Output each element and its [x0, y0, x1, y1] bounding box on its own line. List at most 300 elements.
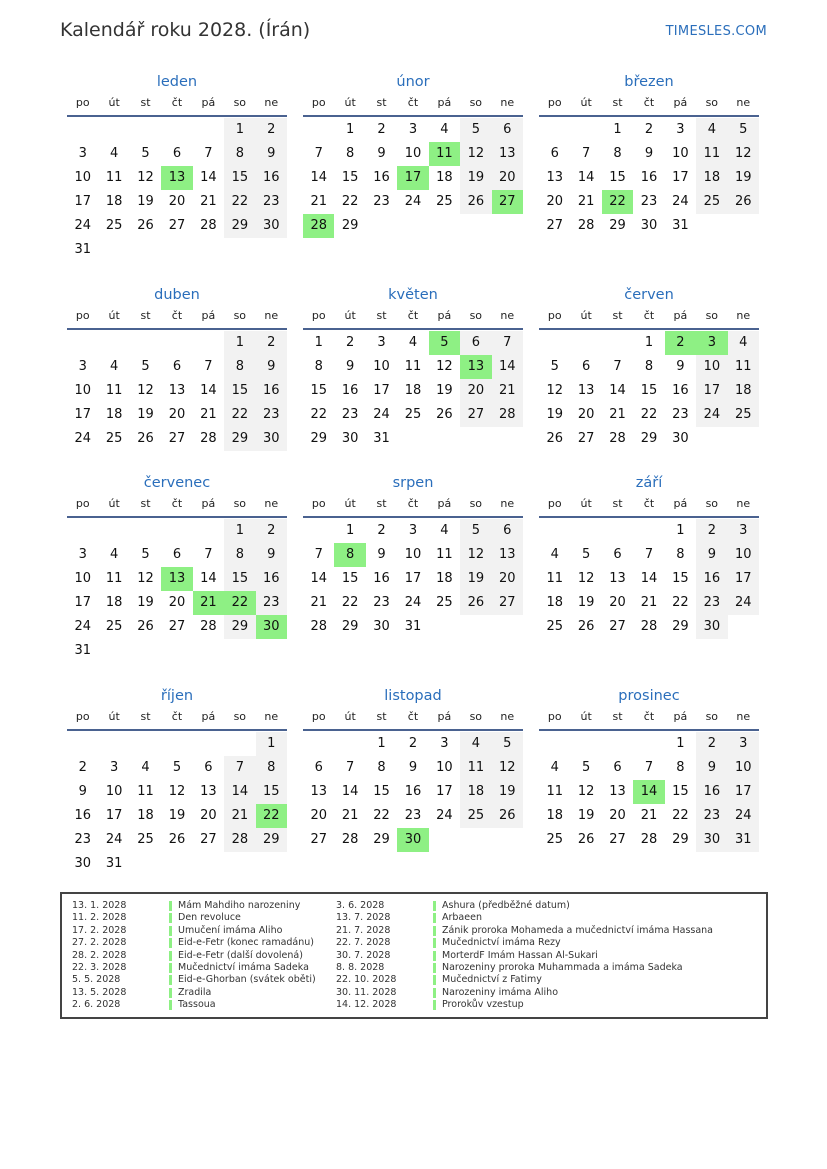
day-cell[interactable]: 18	[105, 194, 123, 209]
day-cell[interactable]: 21	[609, 407, 626, 422]
day-cell[interactable]: 24	[74, 619, 91, 634]
day-cell[interactable]: 30	[640, 218, 658, 233]
day-cell[interactable]: 14	[310, 571, 327, 586]
day-cell[interactable]: 6	[613, 547, 622, 562]
day-cell[interactable]: 15	[224, 567, 255, 591]
day-cell[interactable]: 20	[168, 407, 186, 422]
day-cell[interactable]: 19	[577, 595, 595, 610]
day-cell[interactable]: 22	[310, 407, 327, 422]
day-cell[interactable]: 23	[341, 407, 359, 422]
day-cell[interactable]: 10	[74, 170, 91, 185]
day-cell[interactable]: 9	[345, 359, 355, 374]
holiday-day-cell[interactable]: 21	[193, 591, 224, 615]
holiday-day-cell[interactable]: 17	[397, 166, 428, 190]
day-cell[interactable]: 20	[460, 379, 491, 403]
day-cell[interactable]: 27	[609, 619, 626, 634]
day-cell[interactable]: 19	[492, 780, 523, 804]
day-cell[interactable]: 12	[168, 784, 186, 799]
day-cell[interactable]: 20	[200, 808, 217, 823]
day-cell[interactable]: 23	[256, 403, 287, 427]
day-cell[interactable]: 7	[204, 547, 213, 562]
day-cell[interactable]: 12	[137, 383, 154, 398]
day-cell[interactable]: 23	[256, 190, 287, 214]
day-cell[interactable]: 17	[672, 170, 689, 185]
day-cell[interactable]: 29	[224, 615, 255, 639]
day-cell[interactable]: 29	[341, 619, 359, 634]
day-cell[interactable]: 15	[373, 784, 390, 799]
day-cell[interactable]: 24	[436, 808, 453, 823]
day-cell[interactable]: 24	[672, 194, 689, 209]
day-cell[interactable]: 7	[492, 331, 523, 355]
day-cell[interactable]: 5	[172, 760, 182, 775]
holiday-day-cell[interactable]: 13	[161, 567, 192, 591]
day-cell[interactable]: 3	[408, 523, 418, 538]
day-cell[interactable]: 3	[78, 359, 87, 374]
day-cell[interactable]: 7	[581, 146, 591, 161]
day-cell[interactable]: 6	[460, 331, 491, 355]
day-cell[interactable]: 26	[460, 190, 491, 214]
day-cell[interactable]: 5	[550, 359, 559, 374]
day-cell[interactable]: 23	[74, 832, 91, 847]
day-cell[interactable]: 25	[436, 194, 453, 209]
day-cell[interactable]: 6	[613, 760, 622, 775]
day-cell[interactable]: 1	[345, 523, 355, 538]
day-cell[interactable]: 13	[546, 170, 563, 185]
day-cell[interactable]: 3	[440, 736, 449, 751]
day-cell[interactable]: 17	[373, 383, 390, 398]
day-cell[interactable]: 8	[676, 760, 685, 775]
day-cell[interactable]: 24	[105, 832, 123, 847]
day-cell[interactable]: 24	[696, 403, 727, 427]
holiday-day-cell[interactable]: 11	[429, 142, 460, 166]
day-cell[interactable]: 25	[105, 619, 123, 634]
day-cell[interactable]: 22	[341, 595, 359, 610]
day-cell[interactable]: 24	[373, 407, 390, 422]
day-cell[interactable]: 18	[696, 166, 727, 190]
day-cell[interactable]: 17	[74, 595, 91, 610]
day-cell[interactable]: 7	[644, 760, 654, 775]
day-cell[interactable]: 12	[137, 571, 154, 586]
day-cell[interactable]: 31	[105, 856, 123, 871]
day-cell[interactable]: 5	[728, 118, 759, 142]
holiday-day-cell[interactable]: 5	[429, 331, 460, 355]
day-cell[interactable]: 22	[224, 403, 255, 427]
day-cell[interactable]: 18	[436, 170, 453, 185]
day-cell[interactable]: 24	[728, 591, 759, 615]
day-cell[interactable]: 2	[345, 335, 355, 350]
day-cell[interactable]: 20	[492, 166, 523, 190]
day-cell[interactable]: 1	[224, 118, 255, 142]
day-cell[interactable]: 11	[404, 359, 422, 374]
day-cell[interactable]: 10	[74, 383, 91, 398]
day-cell[interactable]: 1	[224, 519, 255, 543]
day-cell[interactable]: 27	[609, 832, 626, 847]
day-cell[interactable]: 14	[200, 383, 217, 398]
day-cell[interactable]: 27	[168, 619, 186, 634]
day-cell[interactable]: 17	[728, 780, 759, 804]
day-cell[interactable]: 31	[728, 828, 759, 852]
day-cell[interactable]: 30	[256, 427, 287, 451]
holiday-day-cell[interactable]: 13	[460, 355, 491, 379]
day-cell[interactable]: 2	[408, 736, 418, 751]
day-cell[interactable]: 4	[440, 523, 449, 538]
day-cell[interactable]: 23	[696, 591, 727, 615]
day-cell[interactable]: 28	[200, 218, 217, 233]
day-cell[interactable]: 18	[546, 808, 563, 823]
day-cell[interactable]: 31	[373, 431, 390, 446]
day-cell[interactable]: 2	[696, 519, 727, 543]
day-cell[interactable]: 15	[341, 571, 359, 586]
day-cell[interactable]: 16	[256, 567, 287, 591]
day-cell[interactable]: 5	[581, 760, 591, 775]
day-cell[interactable]: 22	[640, 407, 658, 422]
day-cell[interactable]: 7	[224, 756, 255, 780]
day-cell[interactable]: 19	[168, 808, 186, 823]
day-cell[interactable]: 16	[256, 166, 287, 190]
day-cell[interactable]: 8	[377, 760, 386, 775]
day-cell[interactable]: 1	[345, 122, 355, 137]
day-cell[interactable]: 28	[341, 832, 359, 847]
day-cell[interactable]: 23	[373, 194, 390, 209]
day-cell[interactable]: 6	[581, 359, 591, 374]
day-cell[interactable]: 28	[310, 619, 327, 634]
day-cell[interactable]: 7	[644, 547, 654, 562]
day-cell[interactable]: 20	[609, 808, 626, 823]
day-cell[interactable]: 31	[404, 619, 422, 634]
day-cell[interactable]: 6	[492, 118, 523, 142]
day-cell[interactable]: 17	[436, 784, 453, 799]
day-cell[interactable]: 25	[546, 832, 563, 847]
day-cell[interactable]: 14	[224, 780, 255, 804]
day-cell[interactable]: 20	[310, 808, 327, 823]
day-cell[interactable]: 23	[373, 595, 390, 610]
day-cell[interactable]: 22	[672, 808, 689, 823]
day-cell[interactable]: 18	[460, 780, 491, 804]
day-cell[interactable]: 2	[377, 523, 386, 538]
day-cell[interactable]: 2	[256, 118, 287, 142]
day-cell[interactable]: 13	[577, 383, 595, 398]
day-cell[interactable]: 21	[640, 808, 658, 823]
day-cell[interactable]: 10	[436, 760, 453, 775]
day-cell[interactable]: 24	[74, 431, 91, 446]
day-cell[interactable]: 8	[644, 359, 654, 374]
day-cell[interactable]: 28	[609, 431, 626, 446]
holiday-day-cell[interactable]: 8	[334, 543, 365, 567]
day-cell[interactable]: 1	[676, 523, 685, 538]
day-cell[interactable]: 14	[341, 784, 359, 799]
day-cell[interactable]: 19	[137, 595, 154, 610]
day-cell[interactable]: 3	[109, 760, 119, 775]
brand-link[interactable]: TIMESLES.COM	[665, 24, 767, 39]
day-cell[interactable]: 16	[404, 784, 422, 799]
day-cell[interactable]: 26	[137, 218, 154, 233]
holiday-day-cell[interactable]: 3	[696, 331, 727, 355]
day-cell[interactable]: 19	[728, 166, 759, 190]
day-cell[interactable]: 18	[436, 571, 453, 586]
day-cell[interactable]: 8	[314, 359, 323, 374]
day-cell[interactable]: 16	[373, 571, 390, 586]
day-cell[interactable]: 25	[105, 431, 123, 446]
day-cell[interactable]: 23	[696, 804, 727, 828]
day-cell[interactable]: 22	[672, 595, 689, 610]
day-cell[interactable]: 10	[404, 547, 422, 562]
day-cell[interactable]: 14	[200, 571, 217, 586]
day-cell[interactable]: 27	[168, 218, 186, 233]
day-cell[interactable]: 26	[728, 190, 759, 214]
day-cell[interactable]: 15	[640, 383, 658, 398]
day-cell[interactable]: 10	[728, 543, 759, 567]
day-cell[interactable]: 10	[105, 784, 123, 799]
day-cell[interactable]: 14	[200, 170, 217, 185]
day-cell[interactable]: 31	[74, 643, 91, 658]
day-cell[interactable]: 6	[550, 146, 559, 161]
day-cell[interactable]: 21	[200, 194, 217, 209]
day-cell[interactable]: 1	[224, 331, 255, 355]
day-cell[interactable]: 4	[440, 122, 449, 137]
day-cell[interactable]: 9	[377, 146, 386, 161]
day-cell[interactable]: 19	[436, 383, 453, 398]
day-cell[interactable]: 23	[640, 194, 658, 209]
day-cell[interactable]: 15	[672, 784, 689, 799]
day-cell[interactable]: 26	[577, 619, 595, 634]
day-cell[interactable]: 25	[696, 190, 727, 214]
day-cell[interactable]: 3	[377, 335, 386, 350]
day-cell[interactable]: 29	[672, 832, 689, 847]
day-cell[interactable]: 16	[672, 383, 689, 398]
day-cell[interactable]: 13	[609, 784, 626, 799]
day-cell[interactable]: 13	[609, 571, 626, 586]
holiday-day-cell[interactable]: 14	[633, 780, 664, 804]
day-cell[interactable]: 7	[345, 760, 355, 775]
day-cell[interactable]: 6	[492, 519, 523, 543]
day-cell[interactable]: 10	[672, 146, 689, 161]
day-cell[interactable]: 12	[546, 383, 563, 398]
day-cell[interactable]: 1	[644, 335, 654, 350]
day-cell[interactable]: 4	[141, 760, 150, 775]
holiday-day-cell[interactable]: 30	[397, 828, 428, 852]
day-cell[interactable]: 27	[460, 403, 491, 427]
day-cell[interactable]: 16	[640, 170, 658, 185]
holiday-day-cell[interactable]: 28	[303, 214, 334, 238]
day-cell[interactable]: 25	[105, 218, 123, 233]
day-cell[interactable]: 17	[696, 379, 727, 403]
day-cell[interactable]: 29	[373, 832, 390, 847]
day-cell[interactable]: 6	[172, 146, 182, 161]
day-cell[interactable]: 13	[200, 784, 217, 799]
day-cell[interactable]: 19	[577, 808, 595, 823]
day-cell[interactable]: 22	[224, 190, 255, 214]
day-cell[interactable]: 29	[341, 218, 359, 233]
day-cell[interactable]: 15	[341, 170, 359, 185]
day-cell[interactable]: 29	[609, 218, 626, 233]
day-cell[interactable]: 8	[224, 355, 255, 379]
day-cell[interactable]: 14	[577, 170, 595, 185]
day-cell[interactable]: 7	[204, 359, 213, 374]
day-cell[interactable]: 2	[696, 732, 727, 756]
day-cell[interactable]: 8	[613, 146, 622, 161]
day-cell[interactable]: 9	[78, 784, 87, 799]
day-cell[interactable]: 19	[460, 166, 491, 190]
holiday-day-cell[interactable]: 22	[224, 591, 255, 615]
day-cell[interactable]: 27	[310, 832, 327, 847]
day-cell[interactable]: 19	[460, 567, 491, 591]
day-cell[interactable]: 20	[168, 595, 186, 610]
day-cell[interactable]: 22	[373, 808, 390, 823]
day-cell[interactable]: 11	[546, 784, 563, 799]
day-cell[interactable]: 21	[200, 407, 217, 422]
day-cell[interactable]: 29	[640, 431, 658, 446]
day-cell[interactable]: 23	[672, 407, 689, 422]
day-cell[interactable]: 25	[436, 595, 453, 610]
day-cell[interactable]: 29	[672, 619, 689, 634]
day-cell[interactable]: 10	[404, 146, 422, 161]
day-cell[interactable]: 11	[460, 756, 491, 780]
day-cell[interactable]: 8	[676, 547, 685, 562]
day-cell[interactable]: 14	[640, 571, 658, 586]
day-cell[interactable]: 17	[105, 808, 123, 823]
day-cell[interactable]: 3	[408, 122, 418, 137]
day-cell[interactable]: 30	[256, 214, 287, 238]
day-cell[interactable]: 18	[137, 808, 154, 823]
day-cell[interactable]: 1	[613, 122, 622, 137]
day-cell[interactable]: 12	[460, 543, 491, 567]
day-cell[interactable]: 5	[460, 118, 491, 142]
day-cell[interactable]: 18	[728, 379, 759, 403]
day-cell[interactable]: 7	[613, 359, 622, 374]
day-cell[interactable]: 9	[256, 142, 287, 166]
day-cell[interactable]: 16	[696, 780, 727, 804]
day-cell[interactable]: 16	[74, 808, 91, 823]
day-cell[interactable]: 16	[341, 383, 359, 398]
day-cell[interactable]: 11	[105, 383, 123, 398]
day-cell[interactable]: 19	[137, 194, 154, 209]
day-cell[interactable]: 16	[696, 567, 727, 591]
day-cell[interactable]: 2	[256, 331, 287, 355]
day-cell[interactable]: 11	[696, 142, 727, 166]
day-cell[interactable]: 1	[377, 736, 386, 751]
day-cell[interactable]: 24	[404, 194, 422, 209]
day-cell[interactable]: 8	[224, 142, 255, 166]
day-cell[interactable]: 9	[644, 146, 654, 161]
day-cell[interactable]: 4	[109, 359, 119, 374]
day-cell[interactable]: 16	[373, 170, 390, 185]
day-cell[interactable]: 21	[224, 804, 255, 828]
day-cell[interactable]: 12	[728, 142, 759, 166]
day-cell[interactable]: 27	[168, 431, 186, 446]
day-cell[interactable]: 14	[492, 355, 523, 379]
day-cell[interactable]: 4	[109, 146, 119, 161]
holiday-day-cell[interactable]: 22	[256, 804, 287, 828]
day-cell[interactable]: 18	[546, 595, 563, 610]
day-cell[interactable]: 10	[728, 756, 759, 780]
day-cell[interactable]: 4	[550, 760, 559, 775]
day-cell[interactable]: 16	[256, 379, 287, 403]
day-cell[interactable]: 30	[74, 856, 91, 871]
day-cell[interactable]: 11	[137, 784, 154, 799]
day-cell[interactable]: 28	[577, 218, 595, 233]
day-cell[interactable]: 19	[137, 407, 154, 422]
day-cell[interactable]: 13	[310, 784, 327, 799]
day-cell[interactable]: 15	[609, 170, 626, 185]
day-cell[interactable]: 26	[436, 407, 453, 422]
day-cell[interactable]: 18	[404, 383, 422, 398]
day-cell[interactable]: 29	[224, 427, 255, 451]
day-cell[interactable]: 22	[341, 194, 359, 209]
day-cell[interactable]: 13	[492, 543, 523, 567]
day-cell[interactable]: 21	[640, 595, 658, 610]
day-cell[interactable]: 11	[728, 355, 759, 379]
day-cell[interactable]: 28	[492, 403, 523, 427]
day-cell[interactable]: 28	[640, 619, 658, 634]
day-cell[interactable]: 27	[577, 431, 595, 446]
day-cell[interactable]: 25	[460, 804, 491, 828]
day-cell[interactable]: 6	[314, 760, 323, 775]
day-cell[interactable]: 11	[105, 571, 123, 586]
day-cell[interactable]: 17	[728, 567, 759, 591]
day-cell[interactable]: 7	[314, 146, 323, 161]
day-cell[interactable]: 3	[78, 146, 87, 161]
day-cell[interactable]: 1	[676, 736, 685, 751]
day-cell[interactable]: 9	[676, 359, 685, 374]
day-cell[interactable]: 25	[728, 403, 759, 427]
day-cell[interactable]: 8	[256, 756, 287, 780]
day-cell[interactable]: 21	[341, 808, 359, 823]
day-cell[interactable]: 4	[550, 547, 559, 562]
holiday-day-cell[interactable]: 13	[161, 166, 192, 190]
day-cell[interactable]: 24	[728, 804, 759, 828]
day-cell[interactable]: 6	[172, 547, 182, 562]
day-cell[interactable]: 15	[672, 571, 689, 586]
day-cell[interactable]: 2	[78, 760, 87, 775]
day-cell[interactable]: 7	[204, 146, 213, 161]
day-cell[interactable]: 26	[546, 431, 563, 446]
day-cell[interactable]: 29	[224, 214, 255, 238]
day-cell[interactable]: 5	[581, 547, 591, 562]
day-cell[interactable]: 23	[256, 591, 287, 615]
day-cell[interactable]: 12	[577, 571, 595, 586]
day-cell[interactable]: 10	[373, 359, 390, 374]
day-cell[interactable]: 5	[460, 519, 491, 543]
day-cell[interactable]: 8	[224, 543, 255, 567]
day-cell[interactable]: 9	[256, 543, 287, 567]
day-cell[interactable]: 18	[105, 595, 123, 610]
holiday-day-cell[interactable]: 30	[256, 615, 287, 639]
day-cell[interactable]: 14	[609, 383, 626, 398]
day-cell[interactable]: 4	[728, 331, 759, 355]
day-cell[interactable]: 5	[141, 146, 150, 161]
day-cell[interactable]: 12	[460, 142, 491, 166]
day-cell[interactable]: 20	[577, 407, 595, 422]
day-cell[interactable]: 5	[492, 732, 523, 756]
day-cell[interactable]: 20	[609, 595, 626, 610]
day-cell[interactable]: 30	[696, 828, 727, 852]
day-cell[interactable]: 2	[377, 122, 386, 137]
day-cell[interactable]: 9	[377, 547, 386, 562]
day-cell[interactable]: 2	[644, 122, 654, 137]
day-cell[interactable]: 17	[404, 571, 422, 586]
day-cell[interactable]: 25	[404, 407, 422, 422]
day-cell[interactable]: 21	[310, 194, 327, 209]
day-cell[interactable]: 17	[74, 194, 91, 209]
day-cell[interactable]: 27	[492, 591, 523, 615]
day-cell[interactable]: 10	[74, 571, 91, 586]
day-cell[interactable]: 9	[696, 756, 727, 780]
day-cell[interactable]: 3	[728, 519, 759, 543]
day-cell[interactable]: 28	[200, 619, 217, 634]
day-cell[interactable]: 28	[640, 832, 658, 847]
day-cell[interactable]: 26	[577, 832, 595, 847]
day-cell[interactable]: 26	[168, 832, 186, 847]
